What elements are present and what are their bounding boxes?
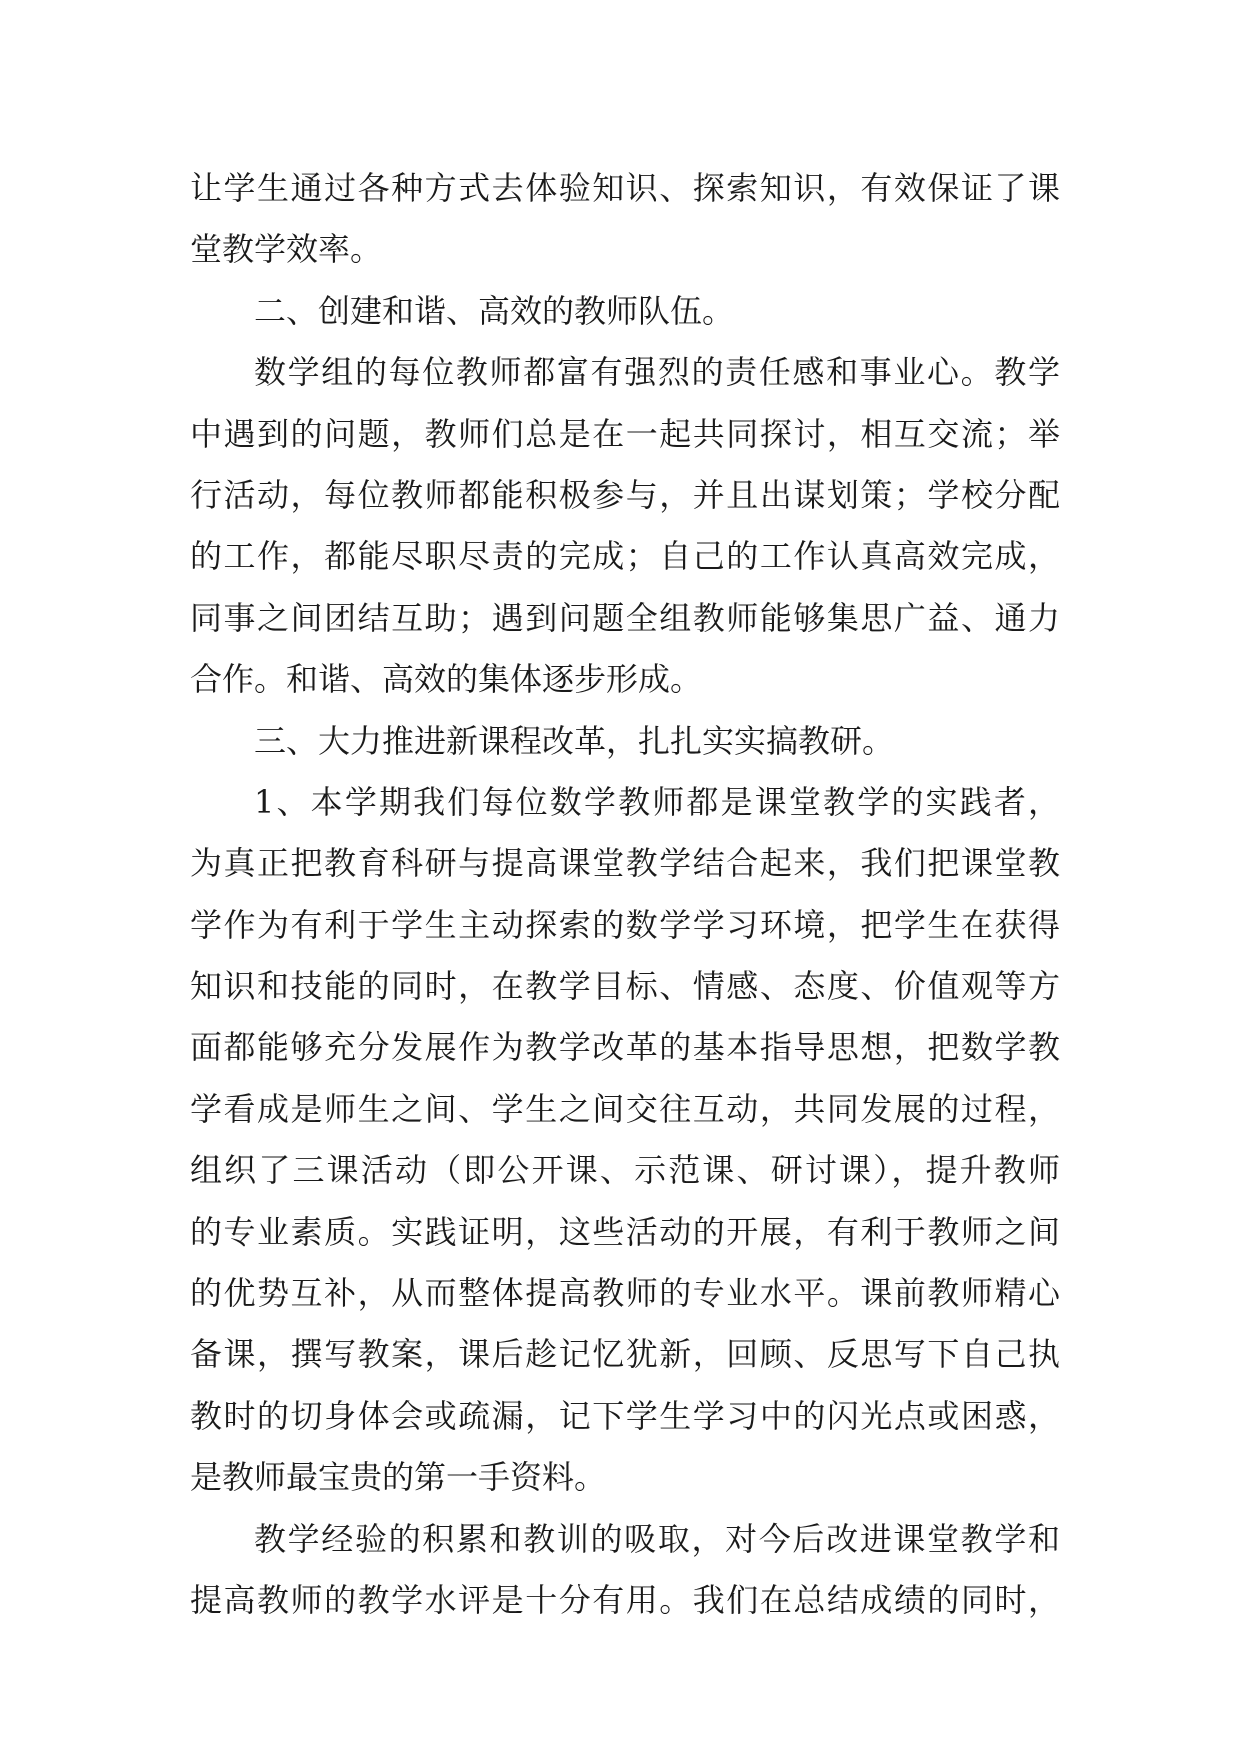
text-line: 数学组的每位教师都富有强烈的责任感和事业心。教学 (254, 353, 1060, 392)
text-line: 中遇到的问题，教师们总是在一起共同探讨，相互交流；举 (190, 414, 1060, 453)
text-line: 三、大力推进新课程改革，扎扎实实搞教研。 (254, 721, 895, 760)
text-line: 的优势互补，从而整体提高教师的专业水平。课前教师精心 (190, 1274, 1060, 1313)
text-line: 组织了三课活动（即公开课、示范课、研讨课），提升教师 (190, 1151, 1060, 1190)
text-line: 是教师最宝贵的第一手资料。 (190, 1458, 607, 1497)
text-line: 的工作，都能尽职尽责的完成；自己的工作认真高效完成， (190, 537, 1060, 576)
text-line: 提高教师的教学水评是十分有用。我们在总结成绩的同时， (190, 1580, 1060, 1619)
text-line: 1、本学期我们每位数学教师都是课堂教学的实践者， (254, 782, 1060, 821)
text-line: 同事之间团结互助；遇到问题全组教师能够集思广益、通力 (190, 598, 1060, 637)
text-line: 教时的切身体会或疏漏，记下学生学习中的闪光点或困惑， (190, 1396, 1060, 1435)
text-line: 为真正把教育科研与提高课堂教学结合起来，我们把课堂教 (190, 844, 1060, 883)
text-line: 二、创建和谐、高效的教师队伍。 (254, 291, 735, 330)
document-body (190, 158, 1060, 1631)
text-line: 面都能够充分发展作为教学改革的基本指导思想，把数学教 (190, 1028, 1060, 1067)
text-line: 知识和技能的同时，在教学目标、情感、态度、价值观等方 (190, 967, 1060, 1006)
text-line: 让学生通过各种方式去体验知识、探索知识，有效保证了课 (190, 169, 1060, 207)
text-line: 备课，撰写教案，课后趁记忆犹新，回顾、反思写下自己执 (190, 1335, 1060, 1374)
text-line: 的专业素质。实践证明，这些活动的开展，有利于教师之间 (190, 1212, 1060, 1251)
text-line: 教学经验的积累和教训的吸取，对今后改进课堂教学和 (254, 1519, 1060, 1558)
text-line: 行活动，每位教师都能积极参与，并且出谋划策；学校分配 (190, 475, 1060, 514)
text-line: 学看成是师生之间、学生之间交往互动，共同发展的过程， (190, 1089, 1060, 1128)
text-line: 学作为有利于学生主动探索的数学学习环境，把学生在获得 (190, 905, 1060, 944)
text-line: 堂教学效率。 (190, 230, 383, 269)
text-line: 合作。和谐、高效的集体逐步形成。 (190, 660, 703, 699)
